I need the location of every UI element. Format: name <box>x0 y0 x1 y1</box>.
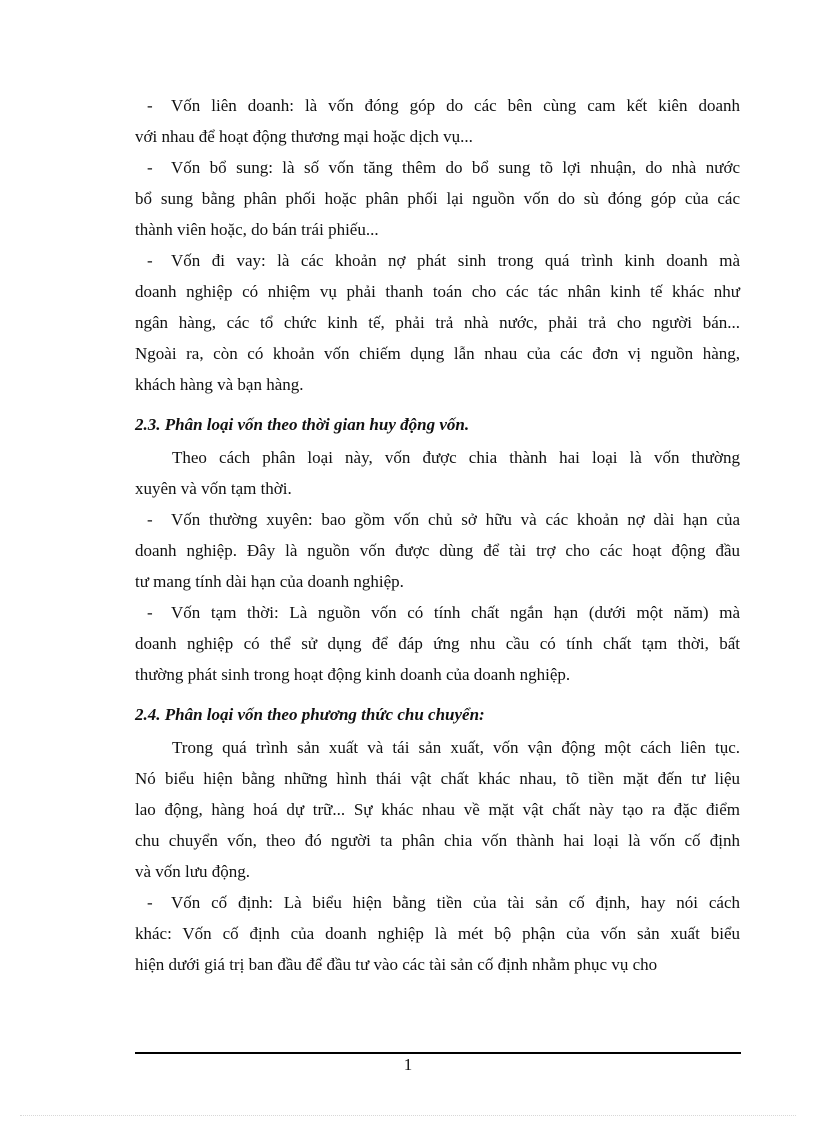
footer-rule <box>135 1052 741 1054</box>
bullet-paragraph <box>135 597 740 690</box>
bullet-paragraph <box>135 245 740 400</box>
line-text: Vốn tạm thời: Là nguồn vốn có tính chất ngắn hạn (dưới một năm) mà <box>171 603 740 622</box>
text-line: doanh nghiệp. Đây là nguồn vốn được dùng để tài trợ cho các hoạt động đầu <box>135 541 740 560</box>
text-line: ngân hàng, các tổ chức kinh tế, phải trả nhà nước, phải trả cho người bán... <box>135 313 740 332</box>
text-line: Ngoài ra, còn có khoản vốn chiếm dụng lẫn nhau của các đơn vị nguồn hàng, <box>135 344 740 363</box>
text-line <box>135 245 740 276</box>
text-line <box>135 152 740 183</box>
indented-paragraph <box>135 442 740 504</box>
bullet-paragraph <box>135 504 740 597</box>
text-line: xuyên và vốn tạm thời. <box>135 479 292 498</box>
bullet-dash: - <box>147 603 153 622</box>
indented-paragraph <box>135 732 740 887</box>
page-number: 1 <box>403 1055 413 1074</box>
section-heading: 2.3. Phân loại vốn theo thời gian huy động vốn. <box>135 415 470 434</box>
text-line: Theo cách phân loại này, vốn được chia thành hai loại là vốn thường <box>172 448 740 467</box>
section-heading: 2.4. Phân loại vốn theo phương thức chu chuyển: <box>135 705 485 724</box>
text-line: Trong quá trình sản xuất và tái sản xuất, vốn vận động một cách liên tục. <box>172 738 740 757</box>
text-line <box>135 887 740 918</box>
line-text: Vốn cố định: Là biểu hiện bằng tiền của tài sản cố định, hay nói cách <box>171 893 740 912</box>
text-line: doanh nghiệp có nhiệm vụ phải thanh toán cho các tác nhân kinh tế khác như <box>135 282 740 301</box>
bullet-paragraph <box>135 90 740 152</box>
bullet-dash: - <box>147 96 153 115</box>
text-line <box>135 504 740 535</box>
bullet-paragraph <box>135 152 740 245</box>
text-line: chu chuyển vốn, theo đó người ta phân chia vốn thành hai loại là vốn cố định <box>135 831 740 850</box>
text-line: thường phát sinh trong hoạt động kinh doanh của doanh nghiệp. <box>135 665 571 684</box>
line-text: Vốn thường xuyên: bao gồm vốn chủ sở hữu và các khoản nợ dài hạn của <box>171 510 740 529</box>
line-text: Vốn liên doanh: là vốn đóng góp do các bên cùng cam kết kiên doanh <box>171 96 740 115</box>
bullet-paragraph <box>135 887 740 980</box>
text-line: hiện dưới giá trị ban đầu để đầu tư vào các tài sản cố định nhằm phục vụ cho <box>135 955 658 974</box>
text-line: bổ sung bằng phân phối hoặc phân phối lại nguồn vốn do sù đóng góp của các <box>135 189 740 208</box>
text-line: lao động, hàng hoá dự trữ... Sự khác nhau về mặt vật chất này tạo ra đặc điểm <box>135 800 740 819</box>
line-text: Vốn bổ sung: là số vốn tăng thêm do bổ sung tõ lợi nhuận, do nhà nước <box>171 158 740 177</box>
page-body <box>135 90 740 980</box>
bullet-dash: - <box>147 251 153 270</box>
bullet-dash: - <box>147 510 153 529</box>
text-line: tư mang tính dài hạn của doanh nghiệp. <box>135 572 404 591</box>
line-text: Vốn đi vay: là các khoản nợ phát sinh trong quá trình kinh doanh mà <box>171 251 740 270</box>
page-edge-divider <box>20 1115 796 1116</box>
text-line: thành viên hoặc, do bán trái phiếu... <box>135 220 379 239</box>
text-line: khác: Vốn cố định của doanh nghiệp là mét bộ phận của vốn sản xuất biểu <box>135 924 740 943</box>
text-line <box>135 597 740 628</box>
text-line: với nhau để hoạt động thương mại hoặc dịch vụ... <box>135 127 473 146</box>
text-line: Nó biểu hiện bằng những hình thái vật chất khác nhau, tõ tiền mặt đến tư liệu <box>135 769 740 788</box>
bullet-dash: - <box>147 158 153 177</box>
text-line: và vốn lưu động. <box>135 862 250 881</box>
text-line: doanh nghiệp có thể sử dụng để đáp ứng nhu cầu có tính chất tạm thời, bất <box>135 634 740 653</box>
text-line <box>135 90 740 121</box>
bullet-dash: - <box>147 893 153 912</box>
text-line: khách hàng và bạn hàng. <box>135 375 304 394</box>
